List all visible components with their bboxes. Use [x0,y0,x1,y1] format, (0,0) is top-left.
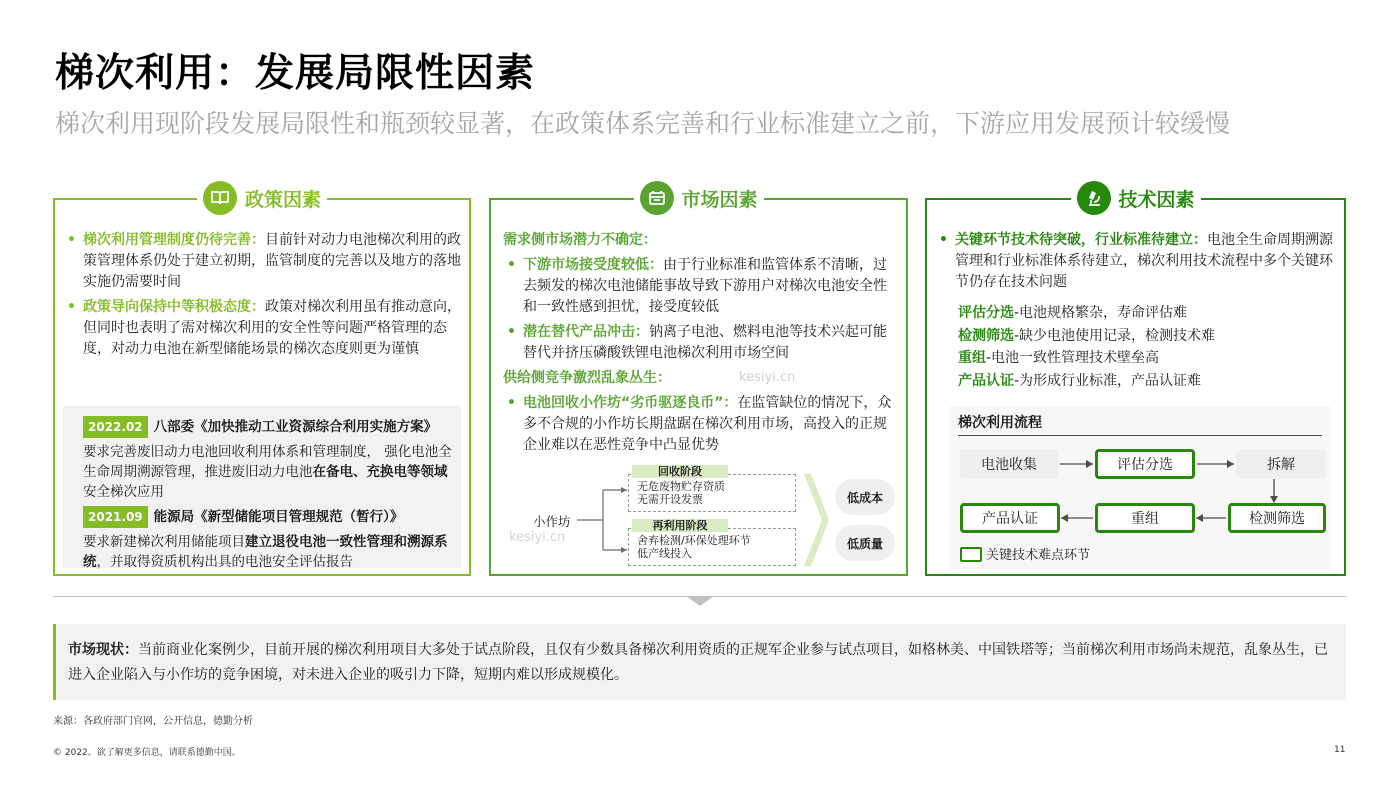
market-heading: 市场因素 [681,188,758,211]
flow-step-disassemble: 拆解 [1236,449,1326,479]
regulation-title: 2022.02 八部委《加快推动工业资源综合利用实施方案》 [83,416,455,438]
microscope-icon [1076,181,1110,215]
callout-text: 当前商业化案例少，目前开展的梯次利用项目大多处于试点阶段，且仅有少数具备梯次利用资质的正规军企业参与试点项目，如格林美、中国铁塔等；当前梯次利用市场尚未规范，乱象丛生，已进入企业陷入与小作坊的竞争困境，对未进入企业的吸引力下降，短期内难以形成规模化。 [68,642,1328,683]
tech-item [935,230,1335,293]
policy-item-lead: 政策导向保持中等积极态度： [83,299,265,315]
reuse-stage-box: 舍弃检测/环保处理环节 低产线投入 [628,528,796,566]
low-cost-badge: 低成本 [835,479,895,515]
book-icon [203,181,237,215]
reuse-stage-title: 再利用阶段 [632,519,728,532]
page-subtitle: 梯次利用现阶段发展局限性和瓶颈较显著，在政策体系完善和行业标准建立之前，下游应用发展预计较缓慢 [55,109,1231,138]
bullet-dot: • [67,299,76,315]
supply-item [503,393,897,456]
supply-item-lead: 电池回收小作坊“劣币驱逐良币”： [523,395,738,411]
demand-item-lead: 潜在替代产品冲击： [523,324,649,340]
market-status-callout [53,624,1346,700]
tech-heading: 技术因素 [1118,188,1195,211]
policy-header [197,181,327,215]
supply-title: 供给侧竞争激烈乱象丛生： [503,370,671,386]
market-panel [489,188,908,576]
page-title: 梯次利用：发展局限性因素 [55,51,536,96]
demand-item-lead: 下游市场接受度较低： [523,257,663,273]
policy-heading: 政策因素 [244,188,322,211]
recycle-stage-box: 无危废物贮存资质 无需开设发票 [628,474,796,512]
copyright: © 2022。欲了解更多信息，请联系德勤中国。 [53,748,241,758]
demand-item [503,322,897,364]
policy-item [63,297,461,360]
bullet-dot: • [507,395,516,411]
tech-issue: 产品认证-为形成行业标准，产品认证难 [958,372,1202,389]
source-note: 来源：各政府部门官网，公开信息，德勤分析 [53,716,253,727]
bullet-dot: • [67,232,76,248]
demand-item [503,255,897,318]
legend-label: 关键技术难点环节 [986,548,1091,563]
cart-icon [639,181,673,215]
recycle-stage-title: 回收阶段 [632,465,728,478]
bullet-dot: • [507,257,516,273]
tech-panel [925,188,1346,576]
process-flow-title: 梯次利用流程 [958,415,1042,431]
tech-issue: 评估分选-电池规格繁杂，寿命评估难 [958,305,1188,321]
flow-step-certify: 产品认证 [960,503,1060,533]
demand-title: 需求侧市场潜力不确定： [503,232,657,248]
flow-step-test: 检测筛选 [1228,503,1326,533]
regulation-year: 2021.09 [83,506,148,528]
supply-item-text: 在监管缺位的情况下，众多不合规的小作坊长期盘踞在梯次利用市场，高投入的正规企业难以在恶性竞争中凸显优势 [523,395,892,453]
tech-issue: 检测筛选-缺少电池使用记录，检测技术难 [958,327,1216,344]
policy-regulations-box [63,406,461,568]
flow-step-collect: 电池收集 [960,449,1058,479]
demand-item-text: 由于行业标准和监管体系不清晰，过去频发的梯次电池储能事故导致下游用户对梯次电池安全性和一致性感到担忧，接受度较低 [523,257,887,315]
divider-notch [686,596,714,608]
regulation-title: 2021.09 能源局《新型储能项目管理规范（暂行）》 [83,506,455,528]
policy-item-text: 政策对梯次利用虽有推动意向，但同时也表明了需对梯次利用的安全性等问题严格管理的态度，对动力电池在新型储能场景的梯次态度则更为谨慎 [83,299,461,357]
regulation-year: 2022.02 [83,416,148,438]
policy-item-lead: 梯次利用管理制度仍待完善： [83,232,265,248]
watermark: kesiyi.cn [509,530,566,545]
policy-item [63,230,461,293]
policy-panel [53,188,471,576]
flow-step-sort: 评估分选 [1095,449,1195,479]
market-header [633,181,763,215]
workshop-diagram [491,465,906,572]
watermark: kesiyi.cn [739,370,796,385]
regulation-text: 要求新建梯次利用储能项目建立退役电池一致性管理和溯源系统，并取得资质机构出具的电池安全评估报告 [83,534,448,570]
tech-item-lead: 关键环节技术待突破，行业标准待建立： [955,232,1207,248]
process-flow-box [950,406,1330,570]
legend-swatch [960,547,982,562]
page-number: 11 [1334,745,1346,755]
callout-lead: 市场现状： [68,642,138,658]
workshop-label: 小作坊 [533,514,571,529]
tech-item-text: 电池全生命周期溯源管理和行业标准体系待建立，梯次利用技术流程中多个关键环节仍存在技术问题 [955,232,1333,290]
bullet-dot: • [939,232,948,248]
low-quality-badge: 低质量 [835,525,895,561]
regulation-text: 要求完善废旧动力电池回收利用体系和管理制度， 强化电池全生命周期溯源管理，推进废旧动力电池在备电、充换电等领域安全梯次应用 [83,444,452,500]
flow-step-regroup: 重组 [1095,503,1195,533]
policy-item-text: 目前针对动力电池梯次利用的政策管理体系仍处于建立初期，监管制度的完善以及地方的落地实施仍需要时间 [83,232,461,290]
demand-item-text: 钠离子电池、燃料电池等技术兴起可能替代并挤压磷酸铁锂电池梯次利用市场空间 [523,324,887,361]
tech-issue: 重组-电池一致性管理技术壁垒高 [958,350,1160,366]
tech-header [1070,181,1200,215]
bullet-dot: • [507,324,516,340]
